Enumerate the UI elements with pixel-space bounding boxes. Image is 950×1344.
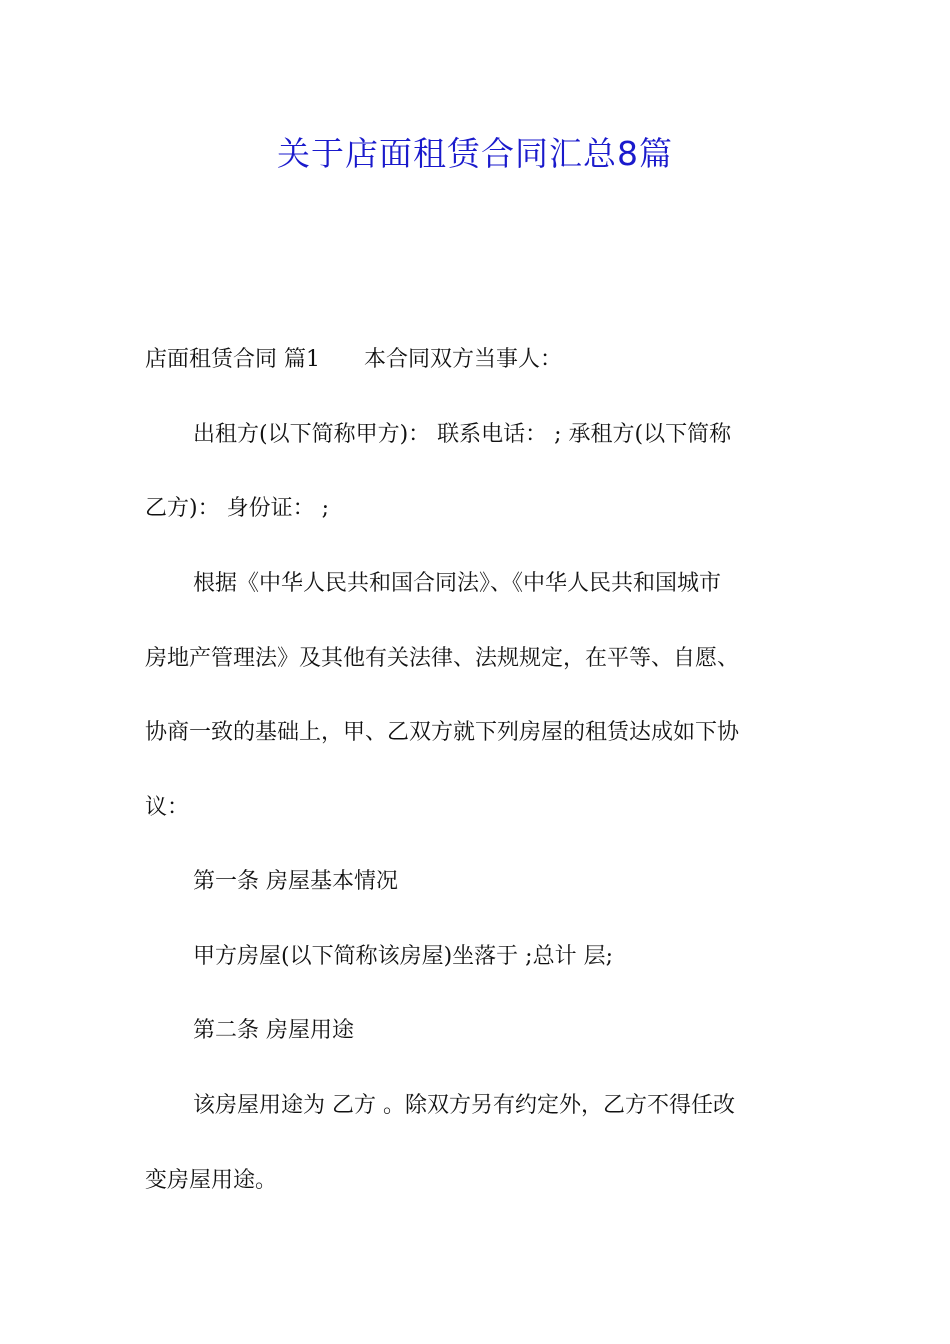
article-one-content: 甲方房屋(以下简称该房屋)坐落于 ;总计 层; <box>193 944 613 969</box>
document-title: 关于店面租赁合同汇总8篇 <box>277 134 673 173</box>
paragraph-lessor-line: 出租方(以下简称甲方)： 联系电话： ; 承租方(以下简称 <box>193 422 732 447</box>
article-two-content-line-2: 变房屋用途。 <box>145 1168 278 1193</box>
section-heading-line <box>145 345 825 375</box>
parties-intro: 本合同双方当事人： <box>364 347 563 372</box>
article-one-heading: 第一条 房屋基本情况 <box>193 869 398 894</box>
paragraph-lessee-line: 乙方)： 身份证： ; <box>145 496 329 521</box>
section-label: 店面租赁合同 篇1 <box>145 347 320 372</box>
paragraph-basis-line-4: 议： <box>145 795 190 820</box>
paragraph-basis-line-3: 协商一致的基础上，甲、乙双方就下列房屋的租赁达成如下协 <box>145 720 740 745</box>
article-two-content-line-1: 该房屋用途为 乙方 。除双方另有约定外，乙方不得任改 <box>193 1093 735 1118</box>
article-two-heading: 第二条 房屋用途 <box>193 1018 354 1043</box>
paragraph-basis-line-2: 房地产管理法》及其他有关法律、法规规定，在平等、自愿、 <box>145 646 740 671</box>
paragraph-basis-line-1: 根据《中华人民共和国合同法》、《中华人民共和国城市 <box>193 571 722 596</box>
